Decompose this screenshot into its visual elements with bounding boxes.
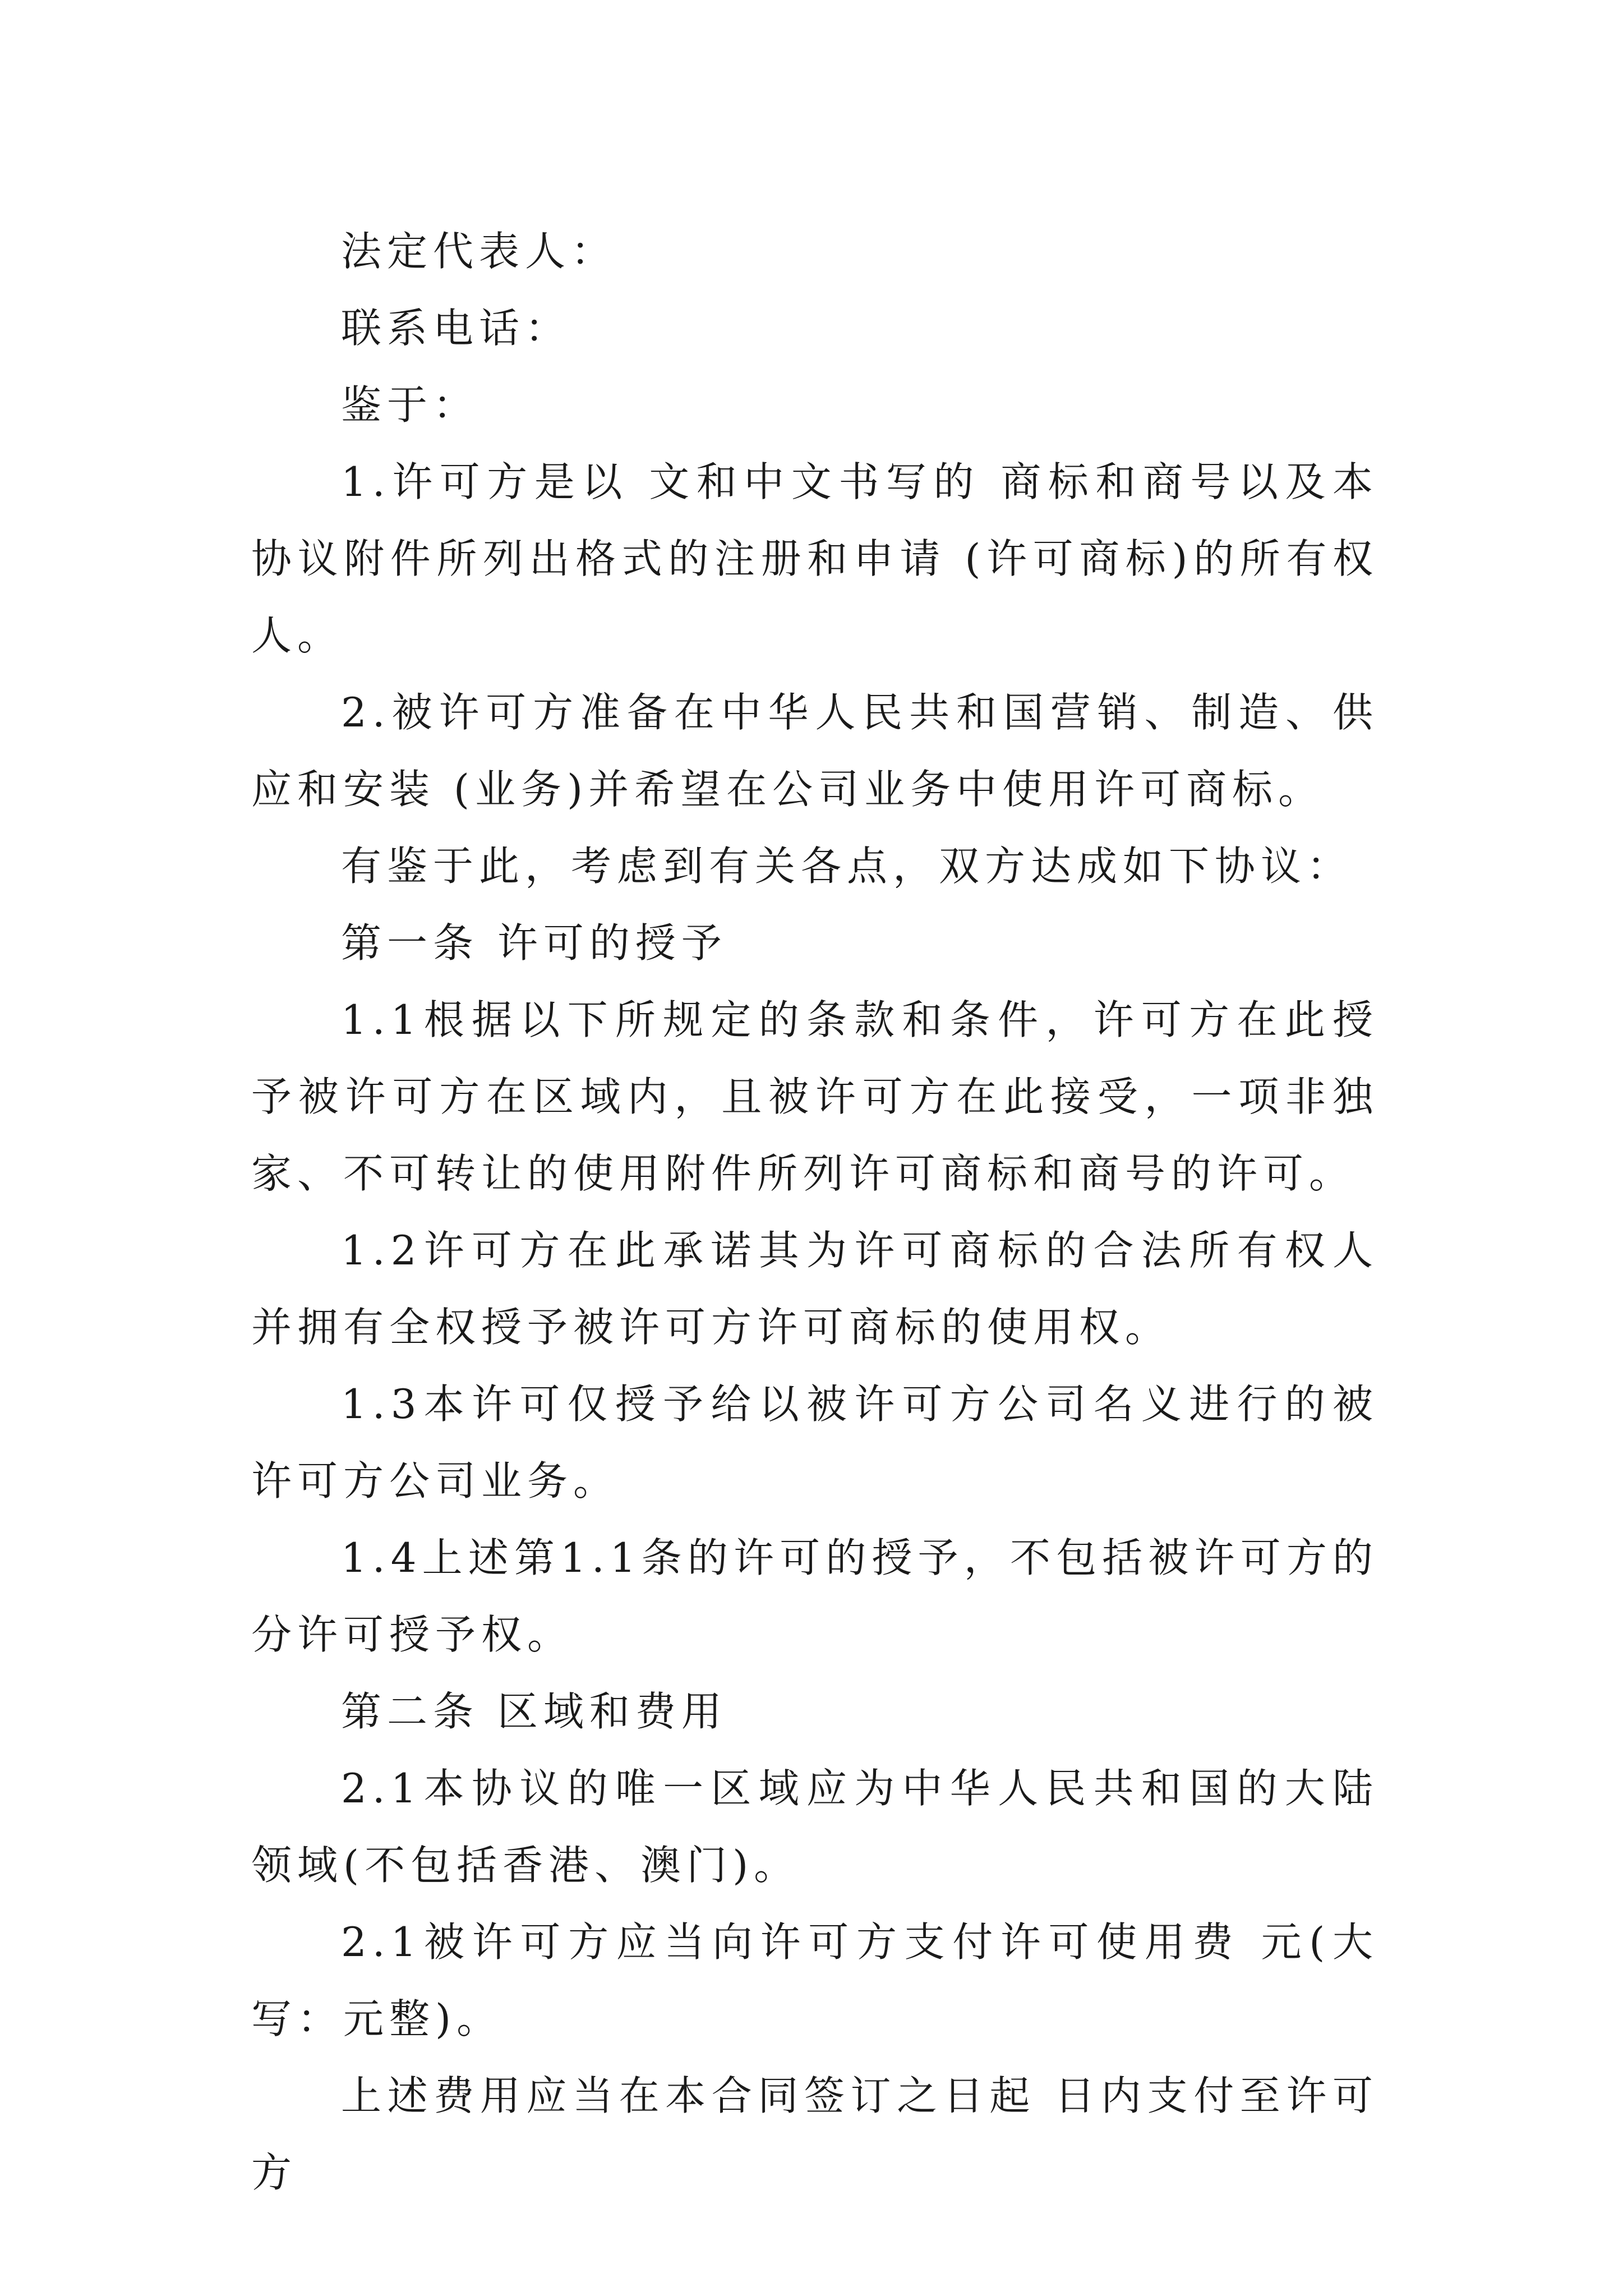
clause-1-3: 1.3本许可仅授予给以被许可方公司名义进行的被许可方公司业务。 — [251, 1381, 1378, 1504]
article-2-heading: 第二条 区域和费用 — [341, 1688, 727, 1735]
recital-1: 1.许可方是以 文和中文书写的 商标和商号以及本协议附件所列出格式的注册和申请 (许可商标)的所有权人。 — [251, 458, 1378, 659]
payment-terms: 上述费用应当在本合同签订之日起 日内支付至许可方 — [251, 2072, 1378, 2196]
legal-representative-line: 法定代表人： — [341, 228, 617, 275]
clause-1-1: 1.1根据以下所规定的条款和条件，许可方在此授予被许可方在区域内，且被许可方在此接受，一项非独家、不可转让的使用附件所列许可商标和商号的许可。 — [251, 996, 1378, 1197]
clause-2-1-fee: 2.1被许可方应当向许可方支付许可使用费 元(大写：元整)。 — [251, 1918, 1378, 2042]
recital-2: 2.被许可方准备在中华人民共和国营销、制造、供应和安装 (业务)并希望在公司业务中使用许可商标。 — [251, 689, 1378, 813]
clause-1-2: 1.2许可方在此承诺其为许可商标的合法所有权人并拥有全权授予被许可方许可商标的使用权。 — [251, 1227, 1378, 1351]
whereas-heading: 鉴于： — [341, 381, 479, 429]
clause-1-4: 1.4上述第1.1条的许可的授予，不包括被许可方的分许可授予权。 — [251, 1534, 1378, 1658]
document-body — [251, 213, 1378, 2211]
clause-2-1-territory: 2.1本协议的唯一区域应为中华人民共和国的大陆领域(不包括香港、澳门)。 — [251, 1765, 1378, 1889]
contact-phone-line: 联系电话： — [341, 305, 571, 352]
article-1-heading: 第一条 许可的授予 — [341, 919, 727, 967]
agreement-intro: 有鉴于此，考虑到有关各点，双方达成如下协议： — [341, 843, 1353, 890]
